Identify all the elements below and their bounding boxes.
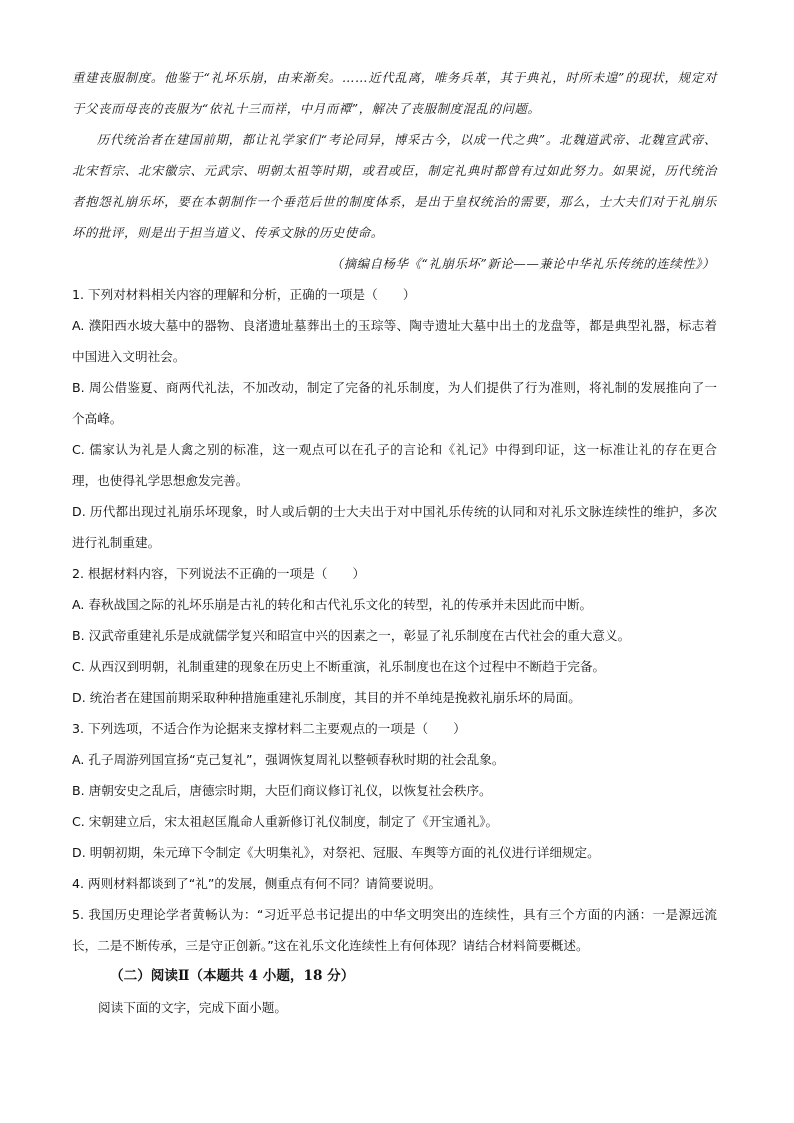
question-stem: 5. 我国历史理论学者黄畅认为：“习近平总书记提出的中华文明突出的连续性，具有三个方面的内涵：一是源远流长，二是不断传承，三是守正创新。”这在礼乐文化连续性上有何体现？请结合材料简要概述。: [72, 907, 717, 953]
question-stem: 3. 下列选项，不适合作为论据来支撑材料二主要观点的一项是（ ）: [72, 721, 466, 736]
option-d: D. 历代都出现过礼崩乐坏现象，时人或后朝的士大夫出于对中国礼乐传统的认同和对礼乐文脉连续性的维护，多次进行礼制重建。: [72, 504, 717, 550]
question-stem: 1. 下列对材料相关内容的理解和分析，正确的一项是（ ）: [72, 287, 416, 302]
passage-paragraph-1: 重建丧服制度。他鉴于“礼坏乐崩，由来渐矣。……近代乱离，唯务兵革，其于典礼，时所未遑”的现状，规定对于父丧而母丧的丧服为“依礼十三而祥，中月而禫”，解决了丧服制度混乱的问题。: [72, 70, 717, 116]
exam-page: [72, 62, 717, 1023]
question-stem: 4. 两则材料都谈到了“礼”的发展，侧重点有何不同？请简要说明。: [72, 876, 442, 891]
question-stem: 2. 根据材料内容，下列说法不正确的一项是（ ）: [72, 566, 366, 581]
option-a: A. 濮阳西水坡大墓中的器物、良渚遗址墓葬出土的玉琮等、陶寺遗址大墓中出土的龙盘等，都是典型礼器，标志着中国进入文明社会。: [72, 318, 717, 364]
passage-paragraph-2: 历代统治者在建国前期，都让礼学家们“考论同异，博采古今，以成一代之典”。北魏道武帝、北魏宣武帝、北宋哲宗、北宋徽宗、元武宗、明朝太祖等时期，或君或臣，制定礼典时都曾有过如此努力。如果说，历代统治者抱怨礼崩乐坏，要在本朝制作一个垂范后世的制度体系，是出于皇权统治的需要，那么，士大夫们对于礼崩乐坏的批评，则是出于担当道义、传承文脉的历史使命。: [72, 132, 717, 240]
question-2: [72, 558, 717, 713]
reading-instruction: 阅读下面的文字，完成下面小题。: [98, 1000, 287, 1015]
option-d: D. 统治者在建国前期采取种种措施重建礼乐制度，其目的并不单纯是挽救礼崩乐坏的局面。: [72, 690, 581, 705]
option-a: A. 春秋战国之际的礼坏乐崩是古礼的转化和古代礼乐文化的转型，礼的传承并未因此而中断。: [72, 597, 593, 612]
option-b: B. 汉武帝重建礼乐是成就儒学复兴和昭宣中兴的因素之一，彰显了礼乐制度在古代社会的重大意义。: [72, 628, 631, 643]
question-list: [72, 279, 717, 961]
passage-excerpt: [72, 62, 717, 279]
option-c: C. 宋朝建立后，宋太祖赵匡胤命人重新修订礼仪制度，制定了《开宝通礼》。: [72, 814, 499, 829]
option-a: A. 孔子周游列国宣扬“克己复礼”，强调恢复周礼以整顿春秋时期的社会乱象。: [72, 752, 505, 767]
question-4: [72, 868, 717, 899]
question-1: [72, 279, 717, 558]
question-3: [72, 713, 717, 868]
option-c: C. 从西汉到明朝，礼制重建的现象在历史上不断重演，礼乐制度也在这个过程中不断趋于完备。: [72, 659, 606, 674]
question-5: [72, 899, 717, 961]
passage-source: （摘编自杨华《“礼崩乐坏”新论——兼论中华礼乐传统的连续性》）: [330, 256, 715, 271]
option-b: B. 周公借鉴夏、商两代礼法，不加改动，制定了完备的礼乐制度，为人们提供了行为准则，将礼制的发展推向了一个高峰。: [72, 380, 717, 426]
option-d: D. 明朝初期，朱元璋下令制定《大明集礼》，对祭祀、冠服、车舆等方面的礼仪进行详细规定。: [72, 845, 600, 860]
option-c: C. 儒家认为礼是人禽之别的标准，这一观点可以在孔子的言论和《礼记》中得到印证，这一标准让礼的存在更合理，也使得礼学思想愈发完善。: [72, 442, 717, 488]
option-b: B. 唐朝安史之乱后，唐德宗时期，大臣们商议修订礼仪，以恢复社会秩序。: [72, 783, 492, 798]
section-heading: （二）阅读Ⅱ（本题共 4 小题，18 分）: [110, 968, 355, 984]
